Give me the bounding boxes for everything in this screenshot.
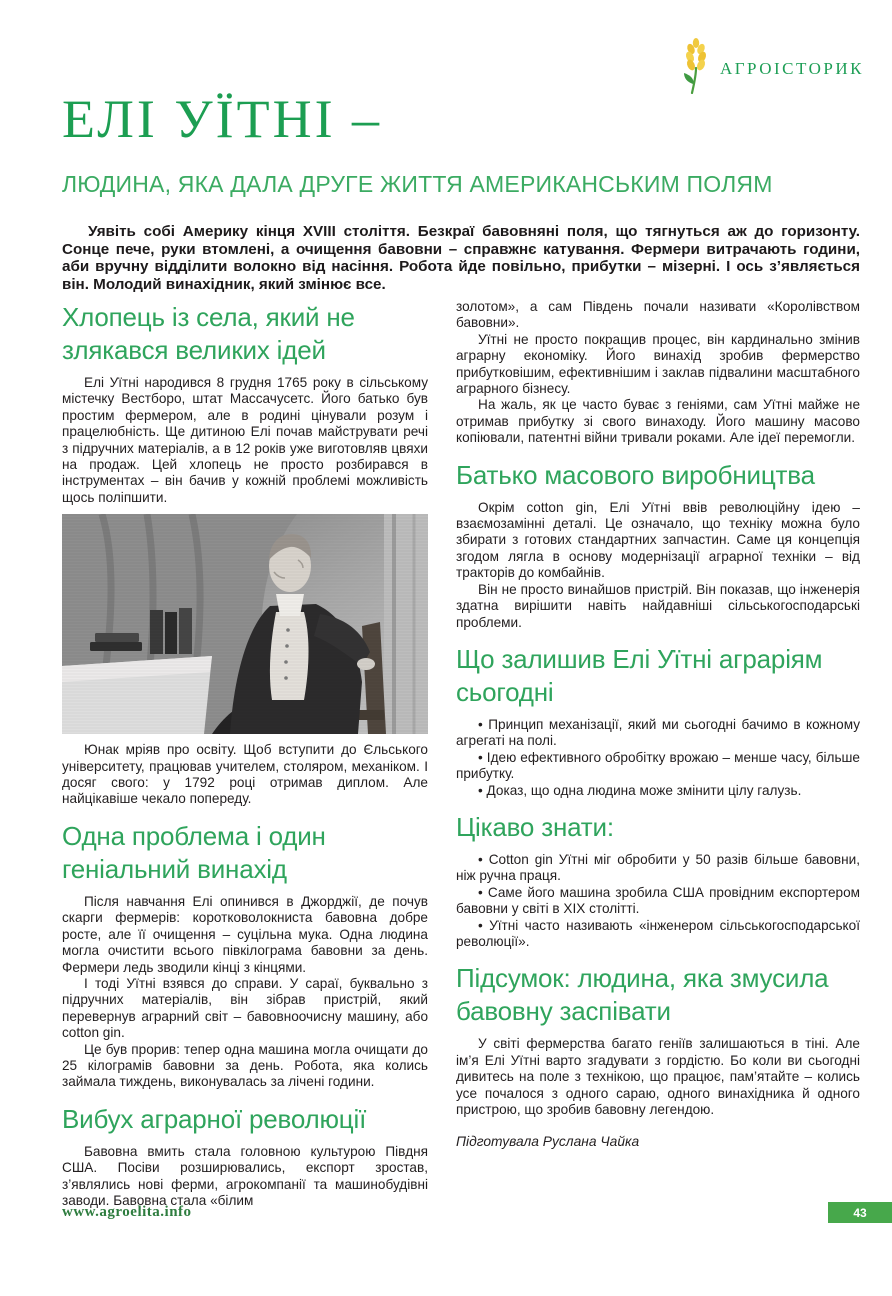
paragraph: Бавовна вмить стала головною культурою Півдня США. Посіви розширювались, експорт зростав, з’являлись нові ферми, агрокомпанії та машинобудівні заводи. Бавовна стала «білим (62, 1143, 428, 1208)
heading-summary: Підсумок: людина, яка змусила бавовну заспівати (456, 963, 829, 1027)
paragraph: Після навчання Елі опинився в Джорджії, де почув скарги фермерів: коротковолокниста бавовна добре росте, але її очищення – суцільна мука. Одна людина могла очистити всього півкілограма бавовни за день. Фермери ледь зводили кінці з кінцями. (62, 893, 428, 975)
paragraph: золотом», а сам Південь почали називати «Королівством бавовни». (456, 299, 860, 331)
bullet-item: • Уїтні часто називають «інженером сільськогосподарської революції». (456, 918, 860, 951)
bullet-list-facts (456, 852, 860, 950)
heading-agrarian-revolution: Вибух аграрної революції (62, 1103, 367, 1134)
intro-paragraph: Уявіть собі Америку кінця XVIII століття. Безкраї бавовняні поля, що тягнуться аж до горизонту. Сонце пече, руки втомлені, а очищення бавовни – справжнє катування. Фермери витрачають години, аби вручну відділити волокно від насіння. Робота йде повільно, прибутки – мізерні. І ось з’являється він. Молодий винахідник, який змінює все. (62, 223, 860, 293)
article-columns (62, 299, 860, 1209)
heading-one-problem: Одна проблема і один геніальний винахід (62, 820, 326, 884)
heading-legacy: Що залишив Елі Уїтні аграріям сьогодні (456, 643, 823, 707)
paragraph: Це був прорив: тепер одна машина могла очищати до 25 кілограмів бавовни за день. Робота, яка колись займала тиждень, виконувалась за лічені години. (62, 1041, 428, 1090)
author-byline: Підготувала Руслана Чайка (456, 1134, 640, 1150)
paragraph: І тоді Уїтні взявся до справи. У сараї, буквально з підручних матеріалів, він зібрав пристрій, який перевернув аграрний світ – бавовноочисну машину, або cotton gin. (62, 975, 428, 1041)
paragraph: Уїтні не просто покращив процес, він кардинально змінив аграрну економіку. Його винахід зробив фермерство прибутковішим, ефективнішим і заклав підвалини масштабного аграрного бізнесу. (456, 331, 860, 397)
paragraph: Він не просто винайшов пристрій. Він показав, що інженерія здатна вирішити навіть найдавніші сільськогосподарські проблеми. (456, 581, 860, 630)
left-column (62, 299, 428, 1209)
paragraph: Юнак мріяв про освіту. Щоб вступити до Єльського університету, працював учителем, столяром, механіком. І досяг свого: у 1792 році отримав диплом. Але найцікавіше чекало попереду. (62, 742, 428, 807)
bullet-item: • Саме його машина зробила США провідним експортером бавовни у світі в XIX столітті. (456, 885, 860, 918)
heading-mass-production: Батько масового виробництва (456, 459, 815, 490)
brand-logo (681, 38, 864, 99)
footer-website-link[interactable]: www.agroelita.info (62, 1204, 192, 1220)
article-subtitle: ЛЮДИНА, ЯКА ДАЛА ДРУГЕ ЖИТТЯ АМЕРИКАНСЬКИМ ПОЛЯМ (62, 171, 773, 197)
heading-fun-facts: Цікаво знати: (456, 811, 614, 842)
bullet-item: • Принцип механізації, який ми сьогодні бачимо в кожному агрегаті на полі. (456, 717, 860, 750)
wheat-ear-icon (681, 38, 711, 99)
paragraph: Окрім cotton gin, Елі Уїтні ввів революційну ідею – взаємозамінні деталі. Це означало, що техніку можна було збирати з готових стандартних запчастин. Саме ця концепція згодом лягла в основу модернізації аграрної техніки – від тракторів до комбайнів. (456, 499, 860, 581)
right-column (456, 299, 860, 1209)
bullet-item: • Cotton gin Уїтні міг обробити у 50 разів більше бавовни, ніж ручна праця. (456, 852, 860, 885)
paragraph: У світі фермерства багато геніїв залишаються в тіні. Але ім’я Елі Уїтні варто згадувати з гордістю. Бо коли ви сьогодні дивитесь на поле з технікою, що працює, пам’ятайте – колись усе почалося з одного сараю, одного винахідника й одного пристрою, що зробив бавовну легендою. (456, 1036, 860, 1117)
bullet-item: • Доказ, що одна людина може змінити цілу галузь. (456, 783, 860, 799)
heading-village-boy: Хлопець із села, який не злякався великих ідей (62, 302, 355, 365)
page-number-badge: 43 (828, 1202, 892, 1223)
paragraph: На жаль, як це часто буває з геніями, сам Уїтні майже не отримав прибутку зі свого винаходу. Його машину масово копіювали, патентні війни тривали роками. Але ідеї перемогли. (456, 397, 860, 446)
bullet-list-legacy (456, 717, 860, 799)
paragraph: Елі Уїтні народився 8 грудня 1765 року в сільському містечку Вестборо, штат Массачусетс. Його батько був простим фермером, але в родині цінували розум і працелюбність. Ще дитиною Елі почав майструвати речі з підручних матеріалів, а в 12 років уже виготовляв цвяхи на продаж. Цей хлопець не просто розбирався в інструментах – він бачив у кожній проблемі можливість щось поліпшити. (62, 375, 428, 505)
portrait-image (62, 514, 428, 734)
bullet-item: • Ідею ефективного обробітку врожаю – менше часу, більше прибутку. (456, 750, 860, 783)
brand-name: АГРОІСТОРИК (719, 58, 864, 78)
article-title: ЕЛІ УЇТНІ – (62, 89, 383, 149)
